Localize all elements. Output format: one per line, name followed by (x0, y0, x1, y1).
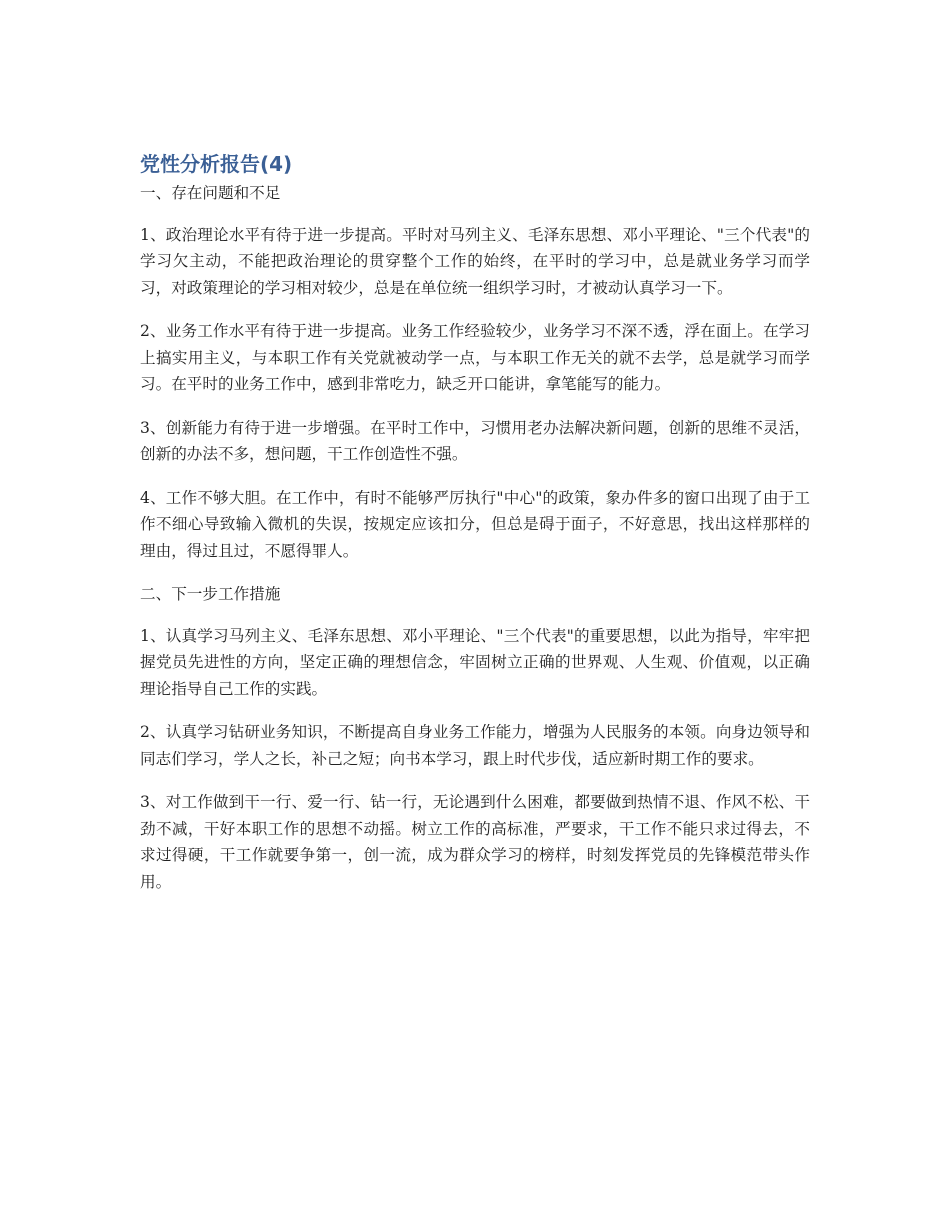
paragraph-measure-1: 1、认真学习马列主义、毛泽东思想、邓小平理论、"三个代表"的重要思想，以此为指导，牢牢把握党员先进性的方向，坚定正确的理想信念，牢固树立正确的世界观、人生观、价值观，以正确理论指导自己工作的实践。 (140, 626, 810, 698)
paragraph-measure-3: 3、对工作做到干一行、爱一行、钻一行，无论遇到什么困难，都要做到热情不退、作风不松、干劲不减，干好本职工作的思想不动摇。树立工作的高标准，严要求，干工作不能只求过得去，不求过得硬，干工作就要争第一，创一流，成为群众学习的榜样，时刻发挥党员的先锋模范带头作用。 (140, 793, 810, 891)
document-page (140, 148, 810, 912)
paragraph-problem-2: 2、业务工作水平有待于进一步提高。业务工作经验较少，业务学习不深不透，浮在面上。在学习上搞实用主义，与本职工作有关党就被动学一点，与本职工作无关的就不去学，总是就学习而学习。在平时的业务工作中，感到非常吃力，缺乏开口能讲，拿笔能写的能力。 (140, 322, 810, 393)
paragraph-problem-4: 4、工作不够大胆。在工作中，有时不能够严厉执行"中心"的政策，象办件多的窗口出现了由于工作不细心导致输入微机的失误，按规定应该扣分，但总是碍于面子，不好意思，找出这样那样的理由，得过且过，不愿得罪人。 (140, 488, 810, 560)
document-title: 党性分析报告(4) (140, 152, 293, 176)
section-heading-measures: 二、下一步工作措施 (140, 585, 281, 603)
paragraph-problem-1: 1、政治理论水平有待于进一步提高。平时对马列主义、毛泽东思想、邓小平理论、"三个代表"的学习欠主动，不能把政治理论的贯穿整个工作的始终，在平时的学习中，总是就业务学习而学习，对政策理论的学习相对较少，总是在单位统一组织学习时，才被动认真学习一下。 (140, 225, 810, 297)
paragraph-measure-2: 2、认真学习钻研业务知识，不断提高自身业务工作能力，增强为人民服务的本领。向身边领导和同志们学习，学人之长，补己之短；向书本学习，跟上时代步伐，适应新时期工作的要求。 (140, 723, 810, 768)
paragraph-problem-3: 3、创新能力有待于进一步增强。在平时工作中，习惯用老办法解决新问题，创新的思维不灵活，创新的办法不多，想问题，干工作创造性不强。 (140, 418, 810, 463)
section-heading-problems: 一、存在问题和不足 (140, 184, 281, 202)
